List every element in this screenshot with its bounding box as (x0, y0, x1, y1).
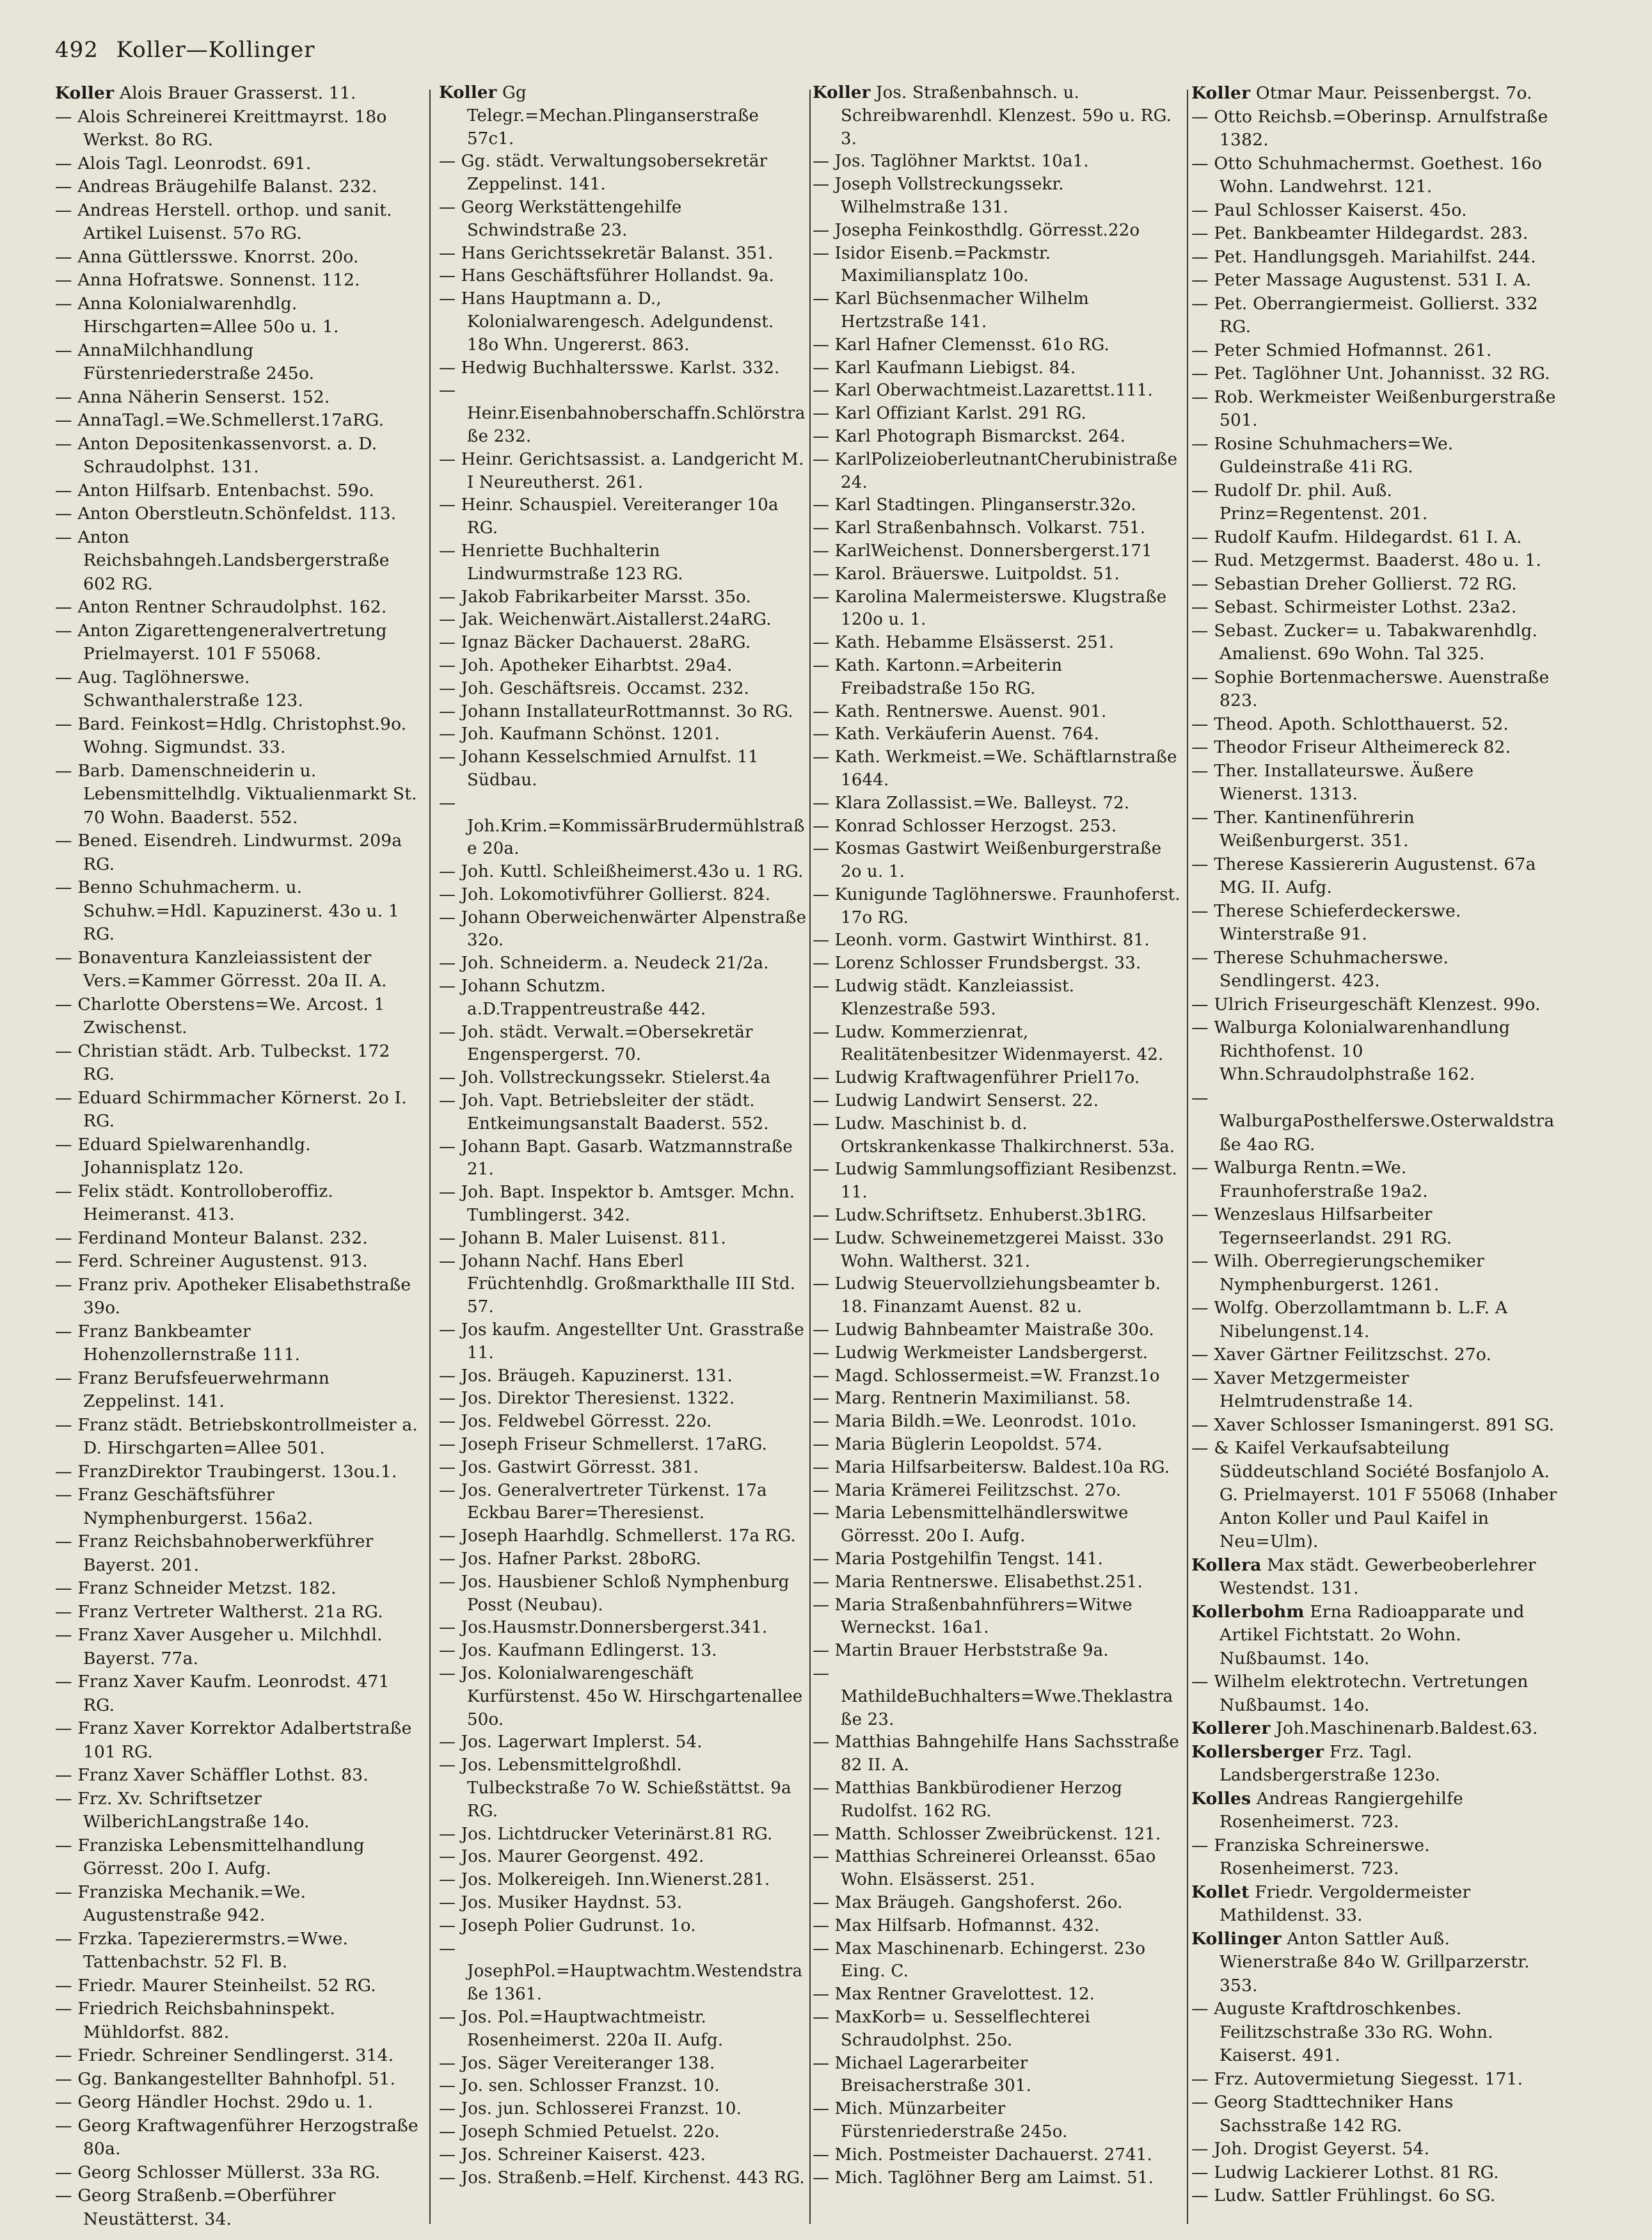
directory-entry: — Jos.Hausmstr.Donnersbergerst.341. (439, 1618, 768, 1638)
directory-entry: — Jos. Musiker Haydnst. 53. (439, 1892, 683, 1912)
directory-entry: — Xaver Schlosser Ismaningerst. 891 SG. (1191, 1414, 1555, 1435)
directory-entry: — Walburga Rentn.=We. Fraunhoferstraße 19a2. (1191, 1158, 1428, 1201)
directory-entry: Kollersberger Frz. Tagl. Landsbergerstraße 123o. (1191, 1741, 1441, 1785)
directory-entry: — Jos. Lagerwart Implerst. 54. (439, 1732, 703, 1752)
directory-entry: — Bard. Feinkost=Hdlg. Christophst.9o. Wohng. Sigmundst. 33. (55, 714, 407, 757)
directory-entry: — Therese Schuhmacherswe. Sendlingerst. 423. (1191, 947, 1449, 991)
directory-entry: — Theodor Friseur Altheimereck 82. (1191, 737, 1511, 757)
directory-entry: — Paul Schlosser Kaiserst. 45o. (1191, 200, 1467, 220)
directory-entry: — Heinr. Schauspiel. Vereiteranger 10a RG. (439, 495, 779, 538)
directory-entry: — Karl Stadtingen. Plinganserstr.32o. (813, 495, 1136, 515)
directory-entry: — Joh.Krim.=KommissärBrudermühlstraße 20a. (439, 793, 805, 859)
directory-entry: — Hedwig Buchhaltersswe. Karlst. 332. (439, 358, 780, 378)
directory-entry: — Klara Zollassist.=We. Balleyst. 72. (813, 793, 1130, 813)
directory-entry: — Josepha Feinkosthdlg. Görresst.22o (813, 220, 1140, 240)
directory-entry: — Franz Berufsfeuerwehrmann Zeppelinst. 141. (55, 1368, 330, 1411)
directory-entry: — Leonh. vorm. Gastwirt Winthirst. 81. (813, 931, 1150, 950)
directory-entry: — Pet. Handlungsgeh. Mariahilfst. 244. (1191, 246, 1536, 267)
directory-entry: — Ludwig Steuervollziehungsbeamter b. 18. Finanzamt Auenst. 82 u. (813, 1274, 1161, 1317)
directory-entry: — Isidor Eisenb.=Packmstr. Maximiliansplatz 10o. (813, 243, 1051, 286)
directory-entry: Kollerbohm Erna Radioapparate und Artikel Fichtstatt. 2o Wohn. Nußbaumst. 14o. (1191, 1601, 1525, 1668)
directory-entry: — Joh. Schneiderm. a. Neudeck 21/2a. (439, 954, 769, 973)
directory-entry: — Magd. Schlossermeist.=W. Franzst.1o (813, 1366, 1160, 1386)
directory-entry: — Auguste Kraftdroschkenbes. Feilitzschstraße 33o RG. Wohn. Kaiserst. 491. (1191, 1999, 1493, 2065)
directory-entry: — Charlotte Oberstens=We. Arcost. 1 Zwischenst. (55, 994, 385, 1037)
directory-entry: — Xaver Metzgermeister Helmtrudenstraße 14. (1191, 1368, 1414, 1411)
directory-entry: — Gg. städt. Verwaltungsobersekretär Zeppelinst. 141. (439, 152, 768, 195)
directory-entry: — Rud. Metzgermst. Baaderst. 48o u. 1. (1191, 550, 1542, 570)
directory-entry: — Joh. Apotheker Eiharbtst. 29a4. (439, 655, 733, 675)
directory-entry: — Rudolf Kaufm. Hildegardst. 61 I. A. (1191, 527, 1522, 547)
directory-entry: — Franz Xaver Kaufm. Leonrodst. 471 RG. (55, 1672, 390, 1715)
directory-entry: — Rosine Schuhmachers=We. Guldeinstraße 41i RG. (1191, 433, 1454, 477)
directory-entry: — Georg Werkstättengehilfe Schwindstraße 23. (439, 197, 682, 240)
directory-entry: — Ludwig Lackierer Lothst. 81 RG. (1191, 2162, 1499, 2182)
directory-entry: — Pet. Oberrangiermeist. Gollierst. 332 RG. (1191, 293, 1538, 337)
directory-entry: — Franziska Lebensmittelhandlung Görresst. 20o I. Aufg. (55, 1835, 365, 1878)
directory-entry: — Joseph Haarhdlg. Schmellerst. 17a RG. (439, 1526, 796, 1546)
directory-entry: — Pet. Taglöhner Unt. Johannisst. 32 RG. (1191, 364, 1550, 383)
directory-entry: — Karl Straßenbahnsch. Volkarst. 751. (813, 518, 1146, 538)
directory-entry: — Peter Massage Augustenst. 531 I. A. (1191, 270, 1532, 290)
directory-entry: — Joseph Friseur Schmellerst. 17aRG. (439, 1435, 768, 1455)
directory-entry: — Felix städt. Kontrolloberoffiz. Heimeranst. 413. (55, 1181, 333, 1224)
directory-entry: — Max Rentner Gravelottest. 12. (813, 1985, 1095, 2004)
directory-entry: — Kath. Rentnerswe. Auenst. 901. (813, 701, 1107, 721)
directory-entry: — Jos. Bräugeh. Kapuzinerst. 131. (439, 1366, 733, 1386)
directory-entry: — Jakob Fabrikarbeiter Marsst. 35o. (439, 587, 751, 607)
column-rule (1187, 90, 1188, 2224)
directory-entry: — Karolina Malermeisterswe. Klugstraße 120o u. 1. (813, 587, 1167, 630)
directory-entry: — Anton Hilfsarb. Entenbachst. 59o. (55, 480, 375, 500)
directory-entry: — Anton Rentner Schraudolphst. 162. (55, 597, 387, 617)
directory-entry: — Frz. Xv. Schriftsetzer WilberichLangstraße 14o. (55, 1788, 310, 1832)
directory-entry: — Maria Rentnerswe. Elisabethst.251. (813, 1572, 1143, 1592)
directory-entry: — Sophie Bortenmacherswe. Auenstraße 823. (1191, 667, 1550, 710)
directory-entry: — Joh. Geschäftsreis. Occamst. 232. (439, 678, 750, 698)
directory-entry: — Matthias Schreinerei Orleansst. 65ao Wohn. Elsässerst. 251. (813, 1847, 1156, 1890)
directory-entry: — Johann Bapt. Gasarb. Watzmannstraße 21. (439, 1137, 793, 1180)
directory-entry: — Anna Güttlersswe. Knorrst. 20o. (55, 246, 359, 267)
directory-entry: — Ludw. Sattler Frühlingst. 6o SG. (1191, 2186, 1496, 2205)
directory-entry: — Ludwig städt. Kanzleiassist. Klenzestraße 593. (813, 977, 1075, 1019)
directory-entry: — Anton Zigarettengeneralvertretung Prielmayerst. 101 F 55068. (55, 620, 387, 664)
directory-entry: — Georg Schlosser Müllerst. 33a RG. (55, 2162, 381, 2182)
directory-entry: — Ludw. Kommerzienrat, Realitätenbesitzer Widenmayerst. 42. (813, 1022, 1164, 1065)
directory-entry: — Ludwig Sammlungsoffiziant Resibenzst. 11. (813, 1160, 1177, 1203)
directory-entry: — Ferd. Schreiner Augustenst. 913. (55, 1251, 368, 1271)
directory-entry: — Jos. Pol.=Hauptwachtmeistr. Rosenheimerst. 220a II. Aufg. (439, 2007, 724, 2050)
directory-entry: — Joh. Vapt. Betriebsleiter der städt. Entkeimungsanstalt Baaderst. 552. (439, 1091, 769, 1133)
directory-entry: — Wenzeslaus Hilfsarbeiter Tegernseerlandst. 291 RG. (1191, 1204, 1452, 1248)
directory-entry: — Therese Schieferdeckerswe. Winterstraße 91. (1191, 900, 1461, 944)
directory-entry: — Franz Xaver Schäffler Lothst. 83. (55, 1765, 369, 1785)
directory-entry: — Max Hilfsarb. Hofmannst. 432. (813, 1916, 1100, 1935)
directory-entry: — Georg Händler Hochst. 29do u. 1. (55, 2092, 374, 2112)
directory-entry: — Friedr. Maurer Steinheilst. 52 RG. (55, 1975, 376, 1996)
directory-entry: — Christian städt. Arb. Tulbeckst. 172 RG. (55, 1041, 390, 1084)
directory-entry: — Aug. Taglöhnerswe. Schwanthalerstraße 123. (55, 667, 304, 710)
directory-entry: — Karl Photograph Bismarckst. 264. (813, 426, 1126, 446)
directory-entry: — Joh. Kuttl. Schleißheimerst.43o u. 1 RG. (439, 862, 804, 882)
directory-entry: — Franz Xaver Ausgeher u. Milchhdl. Bayerst. 77a. (55, 1625, 383, 1668)
directory-entry: — Franz Xaver Korrektor Adalbertstraße 101 RG. (55, 1718, 412, 1762)
directory-entry: — Matthias Bankbürodiener Herzog Rudolfst. 162 RG. (813, 1778, 1123, 1821)
directory-entry: — Anna Näherin Senserst. 152. (55, 387, 330, 407)
directory-entry: — Friedrich Reichsbahninspekt. Mühldorfst. 882. (55, 1999, 336, 2042)
directory-entry: — Ulrich Friseurgeschäft Klenzest. 99o. (1191, 994, 1541, 1014)
directory-entry: — Eduard Spielwarenhandlg. Johannisplatz 12o. (55, 1134, 311, 1178)
directory-entry: — Wolfg. Oberzollamtmann b. L.F. A Nibelungenst.14. (1191, 1298, 1508, 1341)
directory-entry: — Ludwig Landwirt Senserst. 22. (813, 1091, 1099, 1111)
directory-entry: — Therese Kassiererin Augustenst. 67a MG. II. Aufg. (1191, 854, 1536, 897)
directory-entry: — WalburgaPosthelferswe.Osterwaldstraße 4ao RG. (1191, 1087, 1555, 1155)
directory-entry: — Jos kaufm. Angestellter Unt. Grasstraße 11. (439, 1320, 804, 1363)
directory-entry: — Mich. Taglöhner Berg am Laimst. 51. (813, 2168, 1154, 2188)
directory-entry: Kollet Friedr. Vergoldermeister Mathildenst. 33. (1191, 1882, 1471, 1925)
directory-entry: — Benno Schuhmacherm. u. Schuhw.=Hdl. Kapuzinerst. 43o u. 1 RG. (55, 877, 400, 944)
directory-entry: — Joh. Bapt. Inspektor b. Amtsger. Mchn. Tumblingerst. 342. (439, 1183, 795, 1226)
directory-entry: — KarlPolizeioberleutnantCherubinistraße 24. (813, 449, 1178, 492)
directory-entry: — Alois Tagl. Leonrodst. 691. (55, 153, 312, 173)
directory-entry: — Xaver Gärtner Feilitzschst. 27o. (1191, 1345, 1492, 1364)
directory-entry: — Jak. Weichenwärt.Aistallerst.24aRG. (439, 610, 772, 630)
directory-entry: — Karl Offiziant Karlst. 291 RG. (813, 404, 1087, 424)
directory-entry: — Lorenz Schlosser Frundsbergst. 33. (813, 954, 1141, 973)
directory-entry: — Anton Depositenkassenvorst. a. D. Schraudolphst. 131. (55, 433, 377, 477)
directory-entry: — Ludw. Schweinemetzgerei Maisst. 33o Wohn. Waltherst. 321. (813, 1228, 1164, 1271)
directory-entry: — Jos. Taglöhner Marktst. 10a1. (813, 152, 1089, 172)
directory-entry: — Hans Hauptmann a. D., Kolonialwarengesch. Adelgundenst. 18o Whn. Ungererst. 863. (439, 289, 774, 355)
directory-entry: — Ther. Installateurswe. Äußere Wienerst. 1313. (1191, 760, 1474, 804)
directory-entry: — Friedr. Schreiner Sendlingerst. 314. (55, 2045, 394, 2065)
directory-entry: — Jos. Gastwirt Görresst. 381. (439, 1457, 699, 1477)
directory-entry: — Sebast. Zucker= u. Tabakwarenhdlg. Amalienst. 69o Wohn. Tal 325. (1191, 620, 1538, 664)
directory-entry: — Jos. Kolonialwarengeschäft Kurfürstenst. 45o W. Hirschgartenallee 50o. (439, 1663, 803, 1729)
directory-entry: — Ferdinand Monteur Balanst. 232. (55, 1228, 368, 1248)
directory-entry: — Kath. Werkmeist.=We. Schäftlarnstraße 1644. (813, 748, 1177, 790)
directory-entry: — Kath. Hebamme Elsässerst. 251. (813, 633, 1115, 653)
directory-entry: — Ludwig Kraftwagenführer Priel17o. (813, 1068, 1140, 1088)
directory-entry: — Ther. Kantinenführerin Weißenburgerst. 351. (1191, 807, 1415, 851)
directory-entry: — Jos. Direktor Theresienst. 1322. (439, 1389, 735, 1409)
directory-entry: — Jos. Molkereigeh. Inn.Wienerst.281. (439, 1870, 770, 1890)
directory-entry: — Theod. Apoth. Schlotthauerst. 52. (1191, 714, 1509, 734)
directory-entry: — Jos. Säger Vereiteranger 138. (439, 2053, 715, 2073)
directory-entry: — Pet. Bankbeamter Hildegardst. 283. (1191, 223, 1529, 243)
column-4 (1191, 82, 1560, 2232)
directory-entry: — Andreas Bräugehilfe Balanst. 232. (55, 177, 377, 196)
directory-entry: — Georg Straßenb.=Oberführer Neustätterst. 34. (55, 2186, 336, 2229)
directory-entry: — Franz Schneider Metzst. 182. (55, 1578, 337, 1598)
directory-entry: — Wilhelm elektrotechn. Vertretungen Nußbaumst. 14o. (1191, 1672, 1529, 1715)
directory-entry: — Karl Hafner Clemensst. 61o RG. (813, 335, 1109, 355)
page-number: 492 (55, 37, 99, 63)
directory-entry: — Ludw.Schriftsetz. Enhuberst.3b1RG. (813, 1206, 1147, 1226)
directory-entry: Koller Alois Brauer Grasserst. 11. (55, 83, 356, 103)
column-rule (809, 90, 811, 2224)
directory-entry: — Hans Geschäftsführer Hollandst. 9a. (439, 266, 775, 286)
directory-entry: — Johann B. Maler Luisenst. 811. (439, 1228, 726, 1248)
directory-entry: — Joseph Polier Gudrunst. 1o. (439, 1916, 696, 1935)
directory-entry: — Eduard Schirmmacher Körnerst. 2o I. RG. (55, 1087, 407, 1131)
directory-entry: — Heinr.Eisenbahnoberschaffn.Schlörstraße 232. (439, 381, 806, 446)
directory-entry: — Maria Postgehilfin Tengst. 141. (813, 1549, 1104, 1569)
directory-entry: — Joseph Schmied Petuelst. 22o. (439, 2122, 720, 2141)
column-rule (429, 90, 431, 2224)
directory-entry: — Anton Reichsbahngeh.Landsbergerstraße 602 RG. (55, 527, 390, 594)
directory-entry: — Alois Schreinerei Kreittmayrst. 18o Werkst. 8o RG. (55, 106, 387, 150)
directory-entry: — Franz priv. Apotheker Elisabethstraße 39o. (55, 1274, 411, 1318)
directory-entry: — Walburga Kolonialwarenhandlung Richthofenst. 10 Whn.Schraudolphstraße 162. (1191, 1018, 1511, 1084)
directory-entry: — Jo. sen. Schlosser Franzst. 10. (439, 2076, 720, 2096)
running-title: Koller—Kollinger (116, 37, 315, 63)
directory-entry: — Jos. Feldwebel Görresst. 22o. (439, 1412, 712, 1432)
directory-entry: — Joh. Drogist Geyerst. 54. (1191, 2139, 1430, 2159)
column-3 (813, 82, 1180, 2232)
directory-entry: — Kosmas Gastwirt Weißenburgerstraße 2o u. 1. (813, 839, 1162, 882)
directory-entry: — AnnaTagl.=We.Schmellerst.17aRG. (55, 410, 385, 430)
directory-entry: — Gg. Bankangestellter Bahnhofpl. 51. (55, 2068, 396, 2089)
directory-entry: — Heinr. Gerichtsassist. a. Landgericht M. I Neureutherst. 261. (439, 449, 804, 492)
directory-entry: — Bened. Eisendreh. Lindwurmst. 209a RG. (55, 831, 402, 874)
directory-entry: — Joseph Vollstreckungssekr. Wilhelmstraße 131. (813, 175, 1064, 217)
directory-entry: — Otto Schuhmachermst. Goethest. 16o Wohn. Landwehrst. 121. (1191, 153, 1543, 196)
directory-entry: — Wilh. Oberregierungschemiker Nymphenburgerst. 1261. (1191, 1251, 1485, 1295)
directory-entry: — Franz Bankbeamter Hohenzollernstraße 111. (55, 1321, 301, 1364)
page-header (55, 37, 1591, 76)
directory-entry: — Marg. Rentnerin Maximilianst. 58. (813, 1389, 1131, 1409)
directory-entry: — FranzDirektor Traubingerst. 13ou.1. (55, 1461, 397, 1482)
directory-entry: — Ignaz Bäcker Dachauerst. 28aRG. (439, 633, 751, 653)
directory-entry: — Jos. Hafner Parkst. 28boRG. (439, 1549, 702, 1569)
directory-entry: — Maria Hilfsarbeitersw. Baldest.10a RG. (813, 1457, 1170, 1477)
directory-entry: — Johann Oberweichenwärter Alpenstraße 32o. (439, 908, 807, 950)
directory-entry: — Mich. Postmeister Dachauerst. 2741. (813, 2145, 1153, 2164)
directory-entry: — Jos. Maurer Georgenst. 492. (439, 1847, 704, 1867)
directory-entry: — JosephPol.=Hauptwachtm.Westendstraße 1361. (439, 1939, 803, 2004)
directory-entry: — Mich. Münzarbeiter Fürstenriederstraße 245o. (813, 2099, 1068, 2141)
directory-entry: — Rudolf Dr. phil. Auß. Prinz=Regentenst. 201. (1191, 480, 1428, 524)
directory-entry: — Otto Reichsb.=Oberinsp. Arnulfstraße 1382. (1191, 106, 1548, 150)
directory-entry: — Franz städt. Betriebskontrollmeister a. D. Hirschgarten=Allee 501. (55, 1414, 418, 1458)
directory-entry: — Jos. Straßenb.=Helf. Kirchenst. 443 RG. (439, 2168, 805, 2188)
directory-entry: — Johann Kesselschmied Arnulfst. 11 Südbau. (439, 748, 759, 790)
directory-entry: — Johann Schutzm. a.D.Trappentreustraße 442. (439, 977, 706, 1019)
directory-entry: — Maria Lebensmittelhändlerswitwe Görresst. 20o I. Aufg. (813, 1503, 1129, 1546)
directory-entry: — Johann Nachf. Hans Eberl Früchtenhdlg. Großmarkthalle III Std. 57. (439, 1251, 796, 1317)
directory-entry: — Georg Kraftwagenführer Herzogstraße 80a. (55, 2115, 418, 2159)
directory-entry: — Jos. Lebensmittelgroßhdl. Tulbeckstraße 7o W. Schießstättst. 9a RG. (439, 1756, 791, 1821)
directory-entry: — Martin Brauer Herbststraße 9a. (813, 1641, 1109, 1661)
directory-entry: — Max Bräugeh. Gangshoferst. 26o. (813, 1892, 1123, 1912)
directory-entry: — Jos. Lichtdrucker Veterinärst.81 RG. (439, 1824, 773, 1844)
directory-entry: — Franz Geschäftsführer Nymphenburgerst. 156a2. (55, 1485, 314, 1528)
directory-entry: — Barb. Damenschneiderin u. Lebensmittelhdlg. Viktualienmarkt St. 70 Wohn. Baaderst. 552. (55, 760, 417, 828)
directory-entry: — Joh. Lokomotivführer Gollierst. 824. (439, 884, 771, 904)
directory-entry: — Jos. Hausbiener Schloß Nymphenburg Posst (Neubau). (439, 1572, 790, 1615)
directory-entry: Koller Otmar Maur. Peissenbergst. 7o. (1191, 83, 1532, 103)
directory-entry: — Ludw. Maschinist b. d. Ortskrankenkasse Thalkirchnerst. 53a. (813, 1114, 1175, 1156)
directory-entry: — Karl Kaufmann Liebigst. 84. (813, 358, 1076, 378)
directory-entry: — Kath. Verkäuferin Auenst. 764. (813, 724, 1100, 744)
directory-entry: — Franziska Schreinerswe. Rosenheimerst. 723. (1191, 1835, 1430, 1878)
directory-entry: — Georg Stadttechniker Hans Sachsstraße 142 RG. (1191, 2092, 1454, 2136)
directory-entry: — Anton Oberstleutn.Schönfeldst. 113. (55, 504, 397, 524)
directory-entry: — Anna Hofratswe. Sonnenst. 112. (55, 270, 360, 290)
directory-entry: — Matth. Schlosser Zweibrückenst. 121. (813, 1824, 1161, 1844)
directory-entry: — Frzka. Tapezierermstrs.=Wwe. Tattenbachstr. 52 Fl. B. (55, 1928, 349, 1972)
directory-entry: — Bonaventura Kanzleiassistent der Vers.=Kammer Görresst. 20a II. A. (55, 947, 387, 991)
directory-entry: — Jos. Schreiner Kaiserst. 423. (439, 2145, 706, 2164)
directory-entry: — Andreas Herstell. orthop. und sanit. Artikel Luisenst. 57o RG. (55, 200, 392, 243)
directory-entry: — Joh. Kaufmann Schönst. 1201. (439, 724, 720, 744)
directory-entry: — Ludwig Bahnbeamter Maistraße 30o. (813, 1320, 1154, 1340)
directory-entry: Koller Gg Telegr.=Mechan.Plinganserstraße 57c1. (439, 83, 759, 148)
directory-entry: — Sebast. Schirmeister Lothst. 23a2. (1191, 597, 1517, 617)
directory-entry: — Franz Vertreter Waltherst. 21a RG. (55, 1601, 383, 1622)
directory-entry: — Anna Kolonialwarenhdlg. Hirschgarten=Allee 50o u. 1. (55, 293, 339, 337)
directory-entry: — Jos. Kaufmann Edlingerst. 13. (439, 1641, 717, 1661)
directory-entry: — & Kaifel Verkaufsabteilung Süddeutschland Société Bosfanjolo A. G. Prielmayerst. 101 F 55068 (Inhaber Anton Koller und Paul Kaifel in Neu=Ulm). (1191, 1438, 1557, 1551)
directory-entry: — MathildeBuchhalters=Wwe.Theklastraße 23. (813, 1663, 1173, 1729)
column-2 (439, 82, 807, 2232)
directory-entry: — AnnaMilchhandlung Fürstenriederstraße 245o. (55, 340, 315, 383)
directory-entry: — Karl Büchsenmacher Wilhelm Hertzstraße 141. (813, 289, 1089, 332)
directory-entry: — Joh. städt. Verwalt.=Obersekretär Engenspergerst. 70. (439, 1022, 753, 1065)
directory-entry: — Maria Büglerin Leopoldst. 574. (813, 1435, 1103, 1455)
directory-entry: — Michael Lagerarbeiter Breisacherstraße 301. (813, 2053, 1032, 2096)
directory-entry: Koller Jos. Straßenbahnsch. u. Schreibwarenhdl. Klenzest. 59o u. RG. 3. (813, 83, 1172, 148)
directory-entry: — Henriette Buchhalterin Lindwurmstraße 123 RG. (439, 541, 683, 584)
directory-entry: — Kath. Kartonn.=Arbeiterin Freibadstraße 15o RG. (813, 655, 1063, 698)
directory-entry: — Max Maschinenarb. Echingerst. 23o Eing. C. (813, 1939, 1146, 1981)
directory-entry: — Franziska Mechanik.=We. Augustenstraße 942. (55, 1882, 306, 1925)
directory-entry: — Sebastian Dreher Gollierst. 72 RG. (1191, 573, 1517, 594)
directory-entry: — Matthias Bahngehilfe Hans Sachsstraße 82 II. A. (813, 1732, 1179, 1775)
directory-entry: — Kunigunde Taglöhnerswe. Fraunhoferst. 17o RG. (813, 884, 1180, 927)
directory-entry: Kollerer Joh.Maschinenarb.Baldest.63. (1191, 1718, 1538, 1738)
directory-entry: — Johann InstallateurRottmannst. 3o RG. (439, 701, 793, 721)
directory-entry: — Rob. Werkmeister Weißenburgerstraße 501. (1191, 387, 1556, 430)
directory-entry: — Joh. Vollstreckungssekr. Stielerst.4a (439, 1068, 771, 1088)
directory-entry: Kollera Max städt. Gewerbeoberlehrer Westendst. 131. (1191, 1555, 1536, 1598)
column-1 (55, 82, 423, 2232)
directory-entry: — Hans Gerichtssekretär Balanst. 351. (439, 243, 774, 263)
directory-entry: Kollinger Anton Sattler Auß. Wienerstraße 84o W. Grillparzerstr. 353. (1191, 1928, 1530, 1996)
directory-entry: — Karl Oberwachtmeist.Lazarettst.111. (813, 381, 1153, 401)
directory-entry: — Konrad Schlosser Herzogst. 253. (813, 816, 1117, 836)
directory-entry: — Maria Straßenbahnführers=Witwe Werneckst. 16a1. (813, 1595, 1132, 1638)
directory-entry: — Franz Reichsbahnoberwerkführer Bayerst. 201. (55, 1532, 374, 1575)
directory-entry: — MaxKorb= u. Sesselflechterei Schraudolphst. 25o. (813, 2007, 1091, 2050)
directory-entry: — KarlWeichenst. Donnersbergerst.171 (813, 541, 1152, 561)
directory-entry: — Peter Schmied Hofmannst. 261. (1191, 340, 1492, 360)
directory-entry: Kolles Andreas Rangiergehilfe Rosenheimerst. 723. (1191, 1788, 1463, 1832)
directory-entry: — Jos. Generalvertreter Türkenst. 17a Eckbau Barer=Theresienst. (439, 1480, 767, 1523)
directory-entry: — Maria Krämerei Feilitzschst. 27o. (813, 1480, 1122, 1500)
directory-entry: — Jos. jun. Schlosserei Franzst. 10. (439, 2099, 742, 2119)
directory-entry: — Maria Bildh.=We. Leonrodst. 101o. (813, 1412, 1137, 1432)
directory-entry: — Frz. Autovermietung Siegesst. 171. (1191, 2068, 1523, 2089)
directory-entry: — Karol. Bräuerswe. Luitpoldst. 51. (813, 564, 1120, 584)
directory-entry: — Ludwig Werkmeister Landsbergerst. (813, 1343, 1148, 1363)
